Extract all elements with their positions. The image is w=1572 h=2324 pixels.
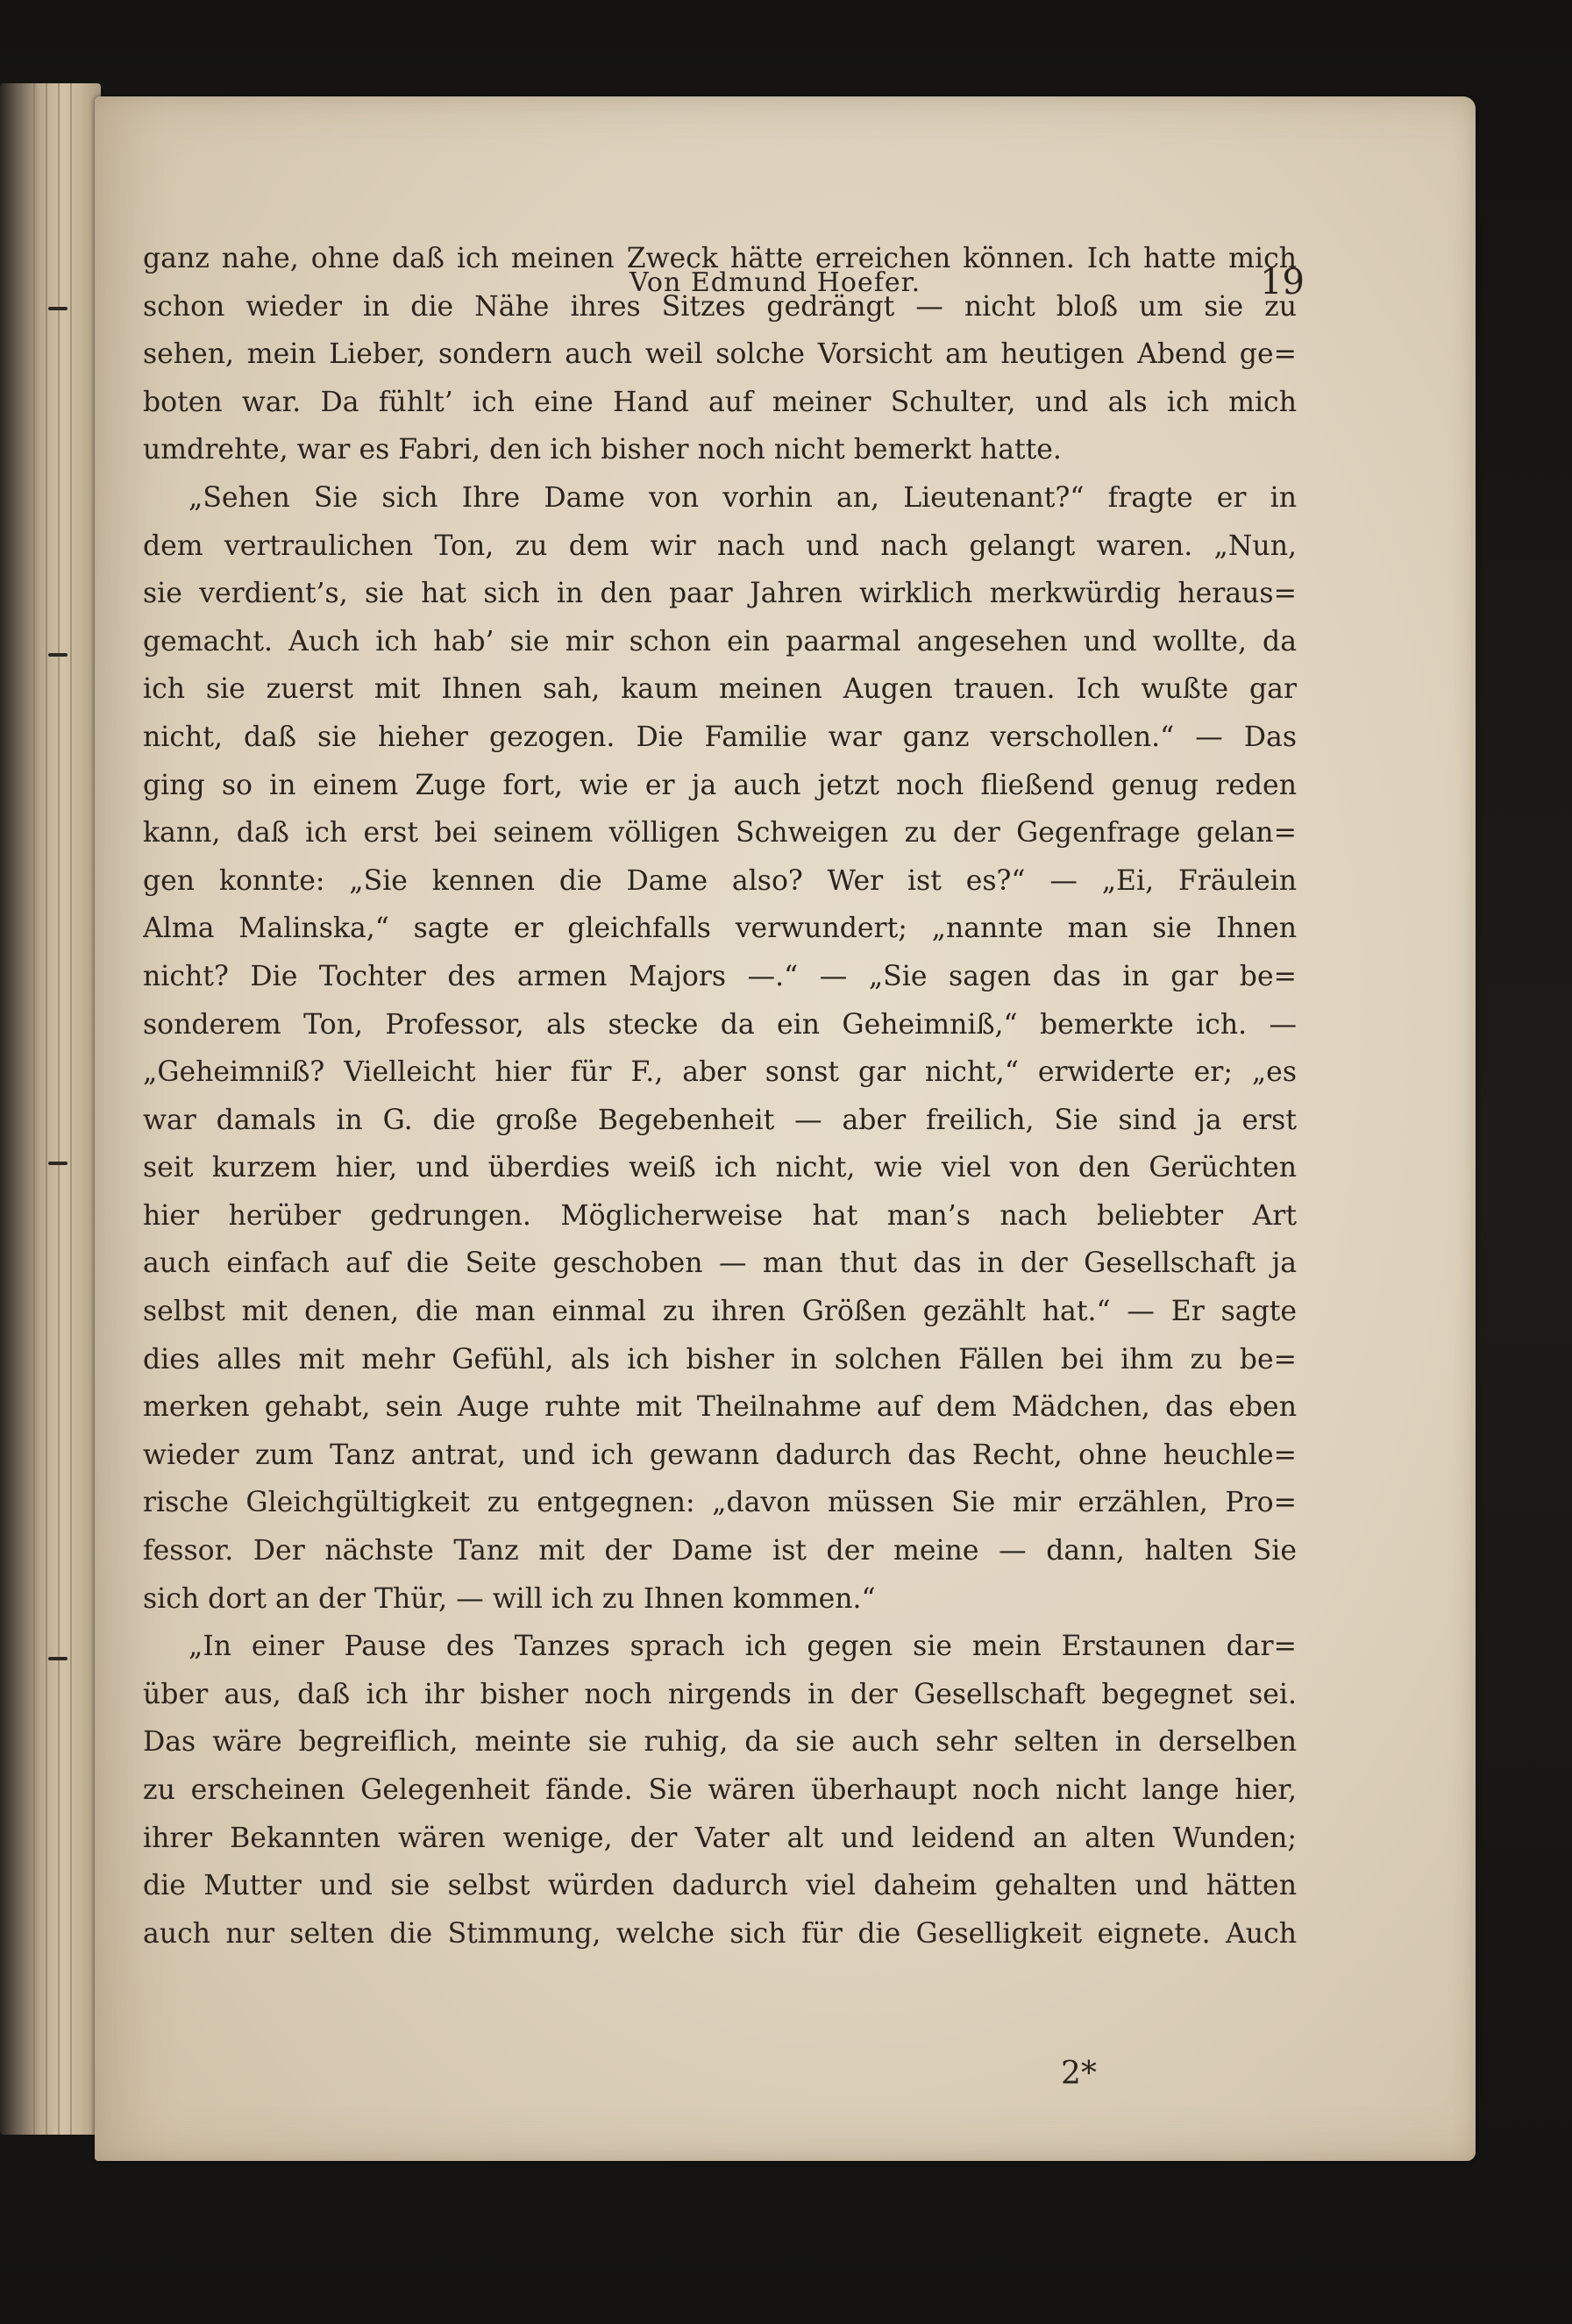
- text-line: gemacht. Auch ich hab’ sie mir schon ein paarmal angesehen und wollte, da: [143, 625, 1297, 657]
- text-line: sehen, mein Lieber, sondern auch weil solche Vorsicht am heutigen Abend ge=: [143, 338, 1297, 371]
- text-line: umdrehte, war es Fabri, den ich bisher noch nicht bemerkt hatte.: [143, 434, 1062, 466]
- page-number: 19: [1260, 262, 1305, 302]
- text-line: boten war. Da fühlt’ ich eine Hand auf meiner Schulter, und als ich mich: [143, 386, 1297, 418]
- body-text: [143, 235, 1297, 1958]
- text-line: hier herüber gedrungen. Möglicherweise hat man’s nach beliebter Art: [143, 1199, 1297, 1232]
- text-line: gen konnte: „Sie kennen die Dame also? Wer ist es?“ — „Ei, Fräulein: [143, 864, 1297, 897]
- text-line: wieder zum Tanz antrat, und ich gewann dadurch das Recht, ohne heuchle=: [143, 1439, 1297, 1471]
- text-line: rische Gleichgültigkeit zu entgegnen: „davon müssen Sie mir erzählen, Pro=: [143, 1487, 1297, 1519]
- text-line: dies alles mit mehr Gefühl, als ich bisher in solchen Fällen bei ihm zu be=: [143, 1343, 1297, 1375]
- text-line: nicht, daß sie hieher gezogen. Die Familie war ganz verschollen.“ — Das: [143, 721, 1297, 753]
- text-line: ganz nahe, ohne daß ich meinen Zweck hätte erreichen können. Ich hatte mich: [143, 243, 1297, 274]
- binding-thread-mark: [48, 653, 68, 657]
- text-line: merken gehabt, sein Auge ruhte mit Theilnahme auf dem Mädchen, das eben: [143, 1391, 1297, 1424]
- text-line: fessor. Der nächste Tanz mit der Dame ist der meine — dann, halten Sie: [143, 1535, 1297, 1567]
- text-line: auch einfach auf die Seite geschoben — man thut das in der Gesellschaft ja: [143, 1247, 1297, 1280]
- text-line: „Geheimniß? Vielleicht hier für F., aber sonst gar nicht,“ erwiderte er; „es: [143, 1056, 1297, 1089]
- page-edge: [19, 83, 21, 2135]
- text-line: die Mutter und sie selbst würden dadurch viel daheim gehalten und hätten: [143, 1870, 1297, 1902]
- page-edge: [33, 83, 35, 2135]
- signature-mark: 2*: [1061, 2056, 1097, 2092]
- text-line: seit kurzem hier, und überdies weiß ich nicht, wie viel von den Gerüchten: [143, 1152, 1297, 1184]
- page-edge: [46, 83, 47, 2135]
- text-line: „Sehen Sie sich Ihre Dame von vorhin an, Lieutenant?“ fragte er in: [188, 481, 1297, 514]
- text-line: auch nur selten die Stimmung, welche sich für die Geselligkeit eignete. Auch: [143, 1917, 1297, 1950]
- book-binding: [0, 83, 101, 2135]
- text-line: „In einer Pause des Tanzes sprach ich gegen sie mein Erstaunen dar=: [188, 1631, 1297, 1663]
- text-line: war damals in G. die große Begebenheit — aber freilich, Sie sind ja erst: [143, 1104, 1297, 1136]
- text-line: kann, daß ich erst bei seinem völligen Schweigen zu der Gegenfrage gelan=: [143, 817, 1297, 849]
- text-line: sonderem Ton, Professor, als stecke da ein Geheimniß,“ bemerkte ich. —: [143, 1008, 1297, 1041]
- text-line: schon wieder in die Nähe ihres Sitzes gedrängt — nicht bloß um sie zu: [143, 290, 1297, 323]
- text-line: selbst mit denen, die man einmal zu ihren Größen gezählt hat.“ — Er sagte: [143, 1296, 1297, 1328]
- text-line: ging so in einem Zuge fort, wie er ja auch jetzt noch fließend genug reden: [143, 769, 1297, 801]
- text-line: dem vertraulichen Ton, zu dem wir nach und nach gelangt waren. „Nun,: [143, 529, 1297, 562]
- text-line: über aus, daß ich ihr bisher noch nirgends in der Gesellschaft begegnet sei.: [143, 1678, 1297, 1710]
- text-line: sie verdient’s, sie hat sich in den paar Jahren wirklich merkwürdig heraus=: [143, 578, 1297, 610]
- page-edge: [58, 83, 60, 2135]
- binding-thread-mark: [48, 307, 68, 310]
- binding-thread-mark: [48, 1162, 68, 1165]
- text-line: Alma Malinska,“ sagte er gleichfalls verwundert; „nannte man sie Ihnen: [143, 913, 1297, 945]
- text-line: sich dort an der Thür, — will ich zu Ihnen kommen.“: [143, 1582, 876, 1615]
- binding-thread-mark: [48, 1657, 68, 1660]
- page-edge: [70, 83, 72, 2135]
- text-line: ich sie zuerst mit Ihnen sah, kaum meinen Augen trauen. Ich wußte gar: [143, 673, 1297, 706]
- text-line: nicht? Die Tochter des armen Majors —.“ — „Sie sagen das in gar be=: [143, 960, 1297, 992]
- text-line: Das wäre begreiflich, meinte sie ruhig, da sie auch sehr selten in derselben: [143, 1726, 1297, 1759]
- running-head: Von Edmund Hoefer.: [630, 267, 921, 298]
- text-line: ihrer Bekannten wären wenige, der Vater alt und leidend an alten Wunden;: [143, 1822, 1297, 1854]
- text-line: zu erscheinen Gelegenheit fände. Sie wären überhaupt noch nicht lange hier,: [143, 1774, 1297, 1806]
